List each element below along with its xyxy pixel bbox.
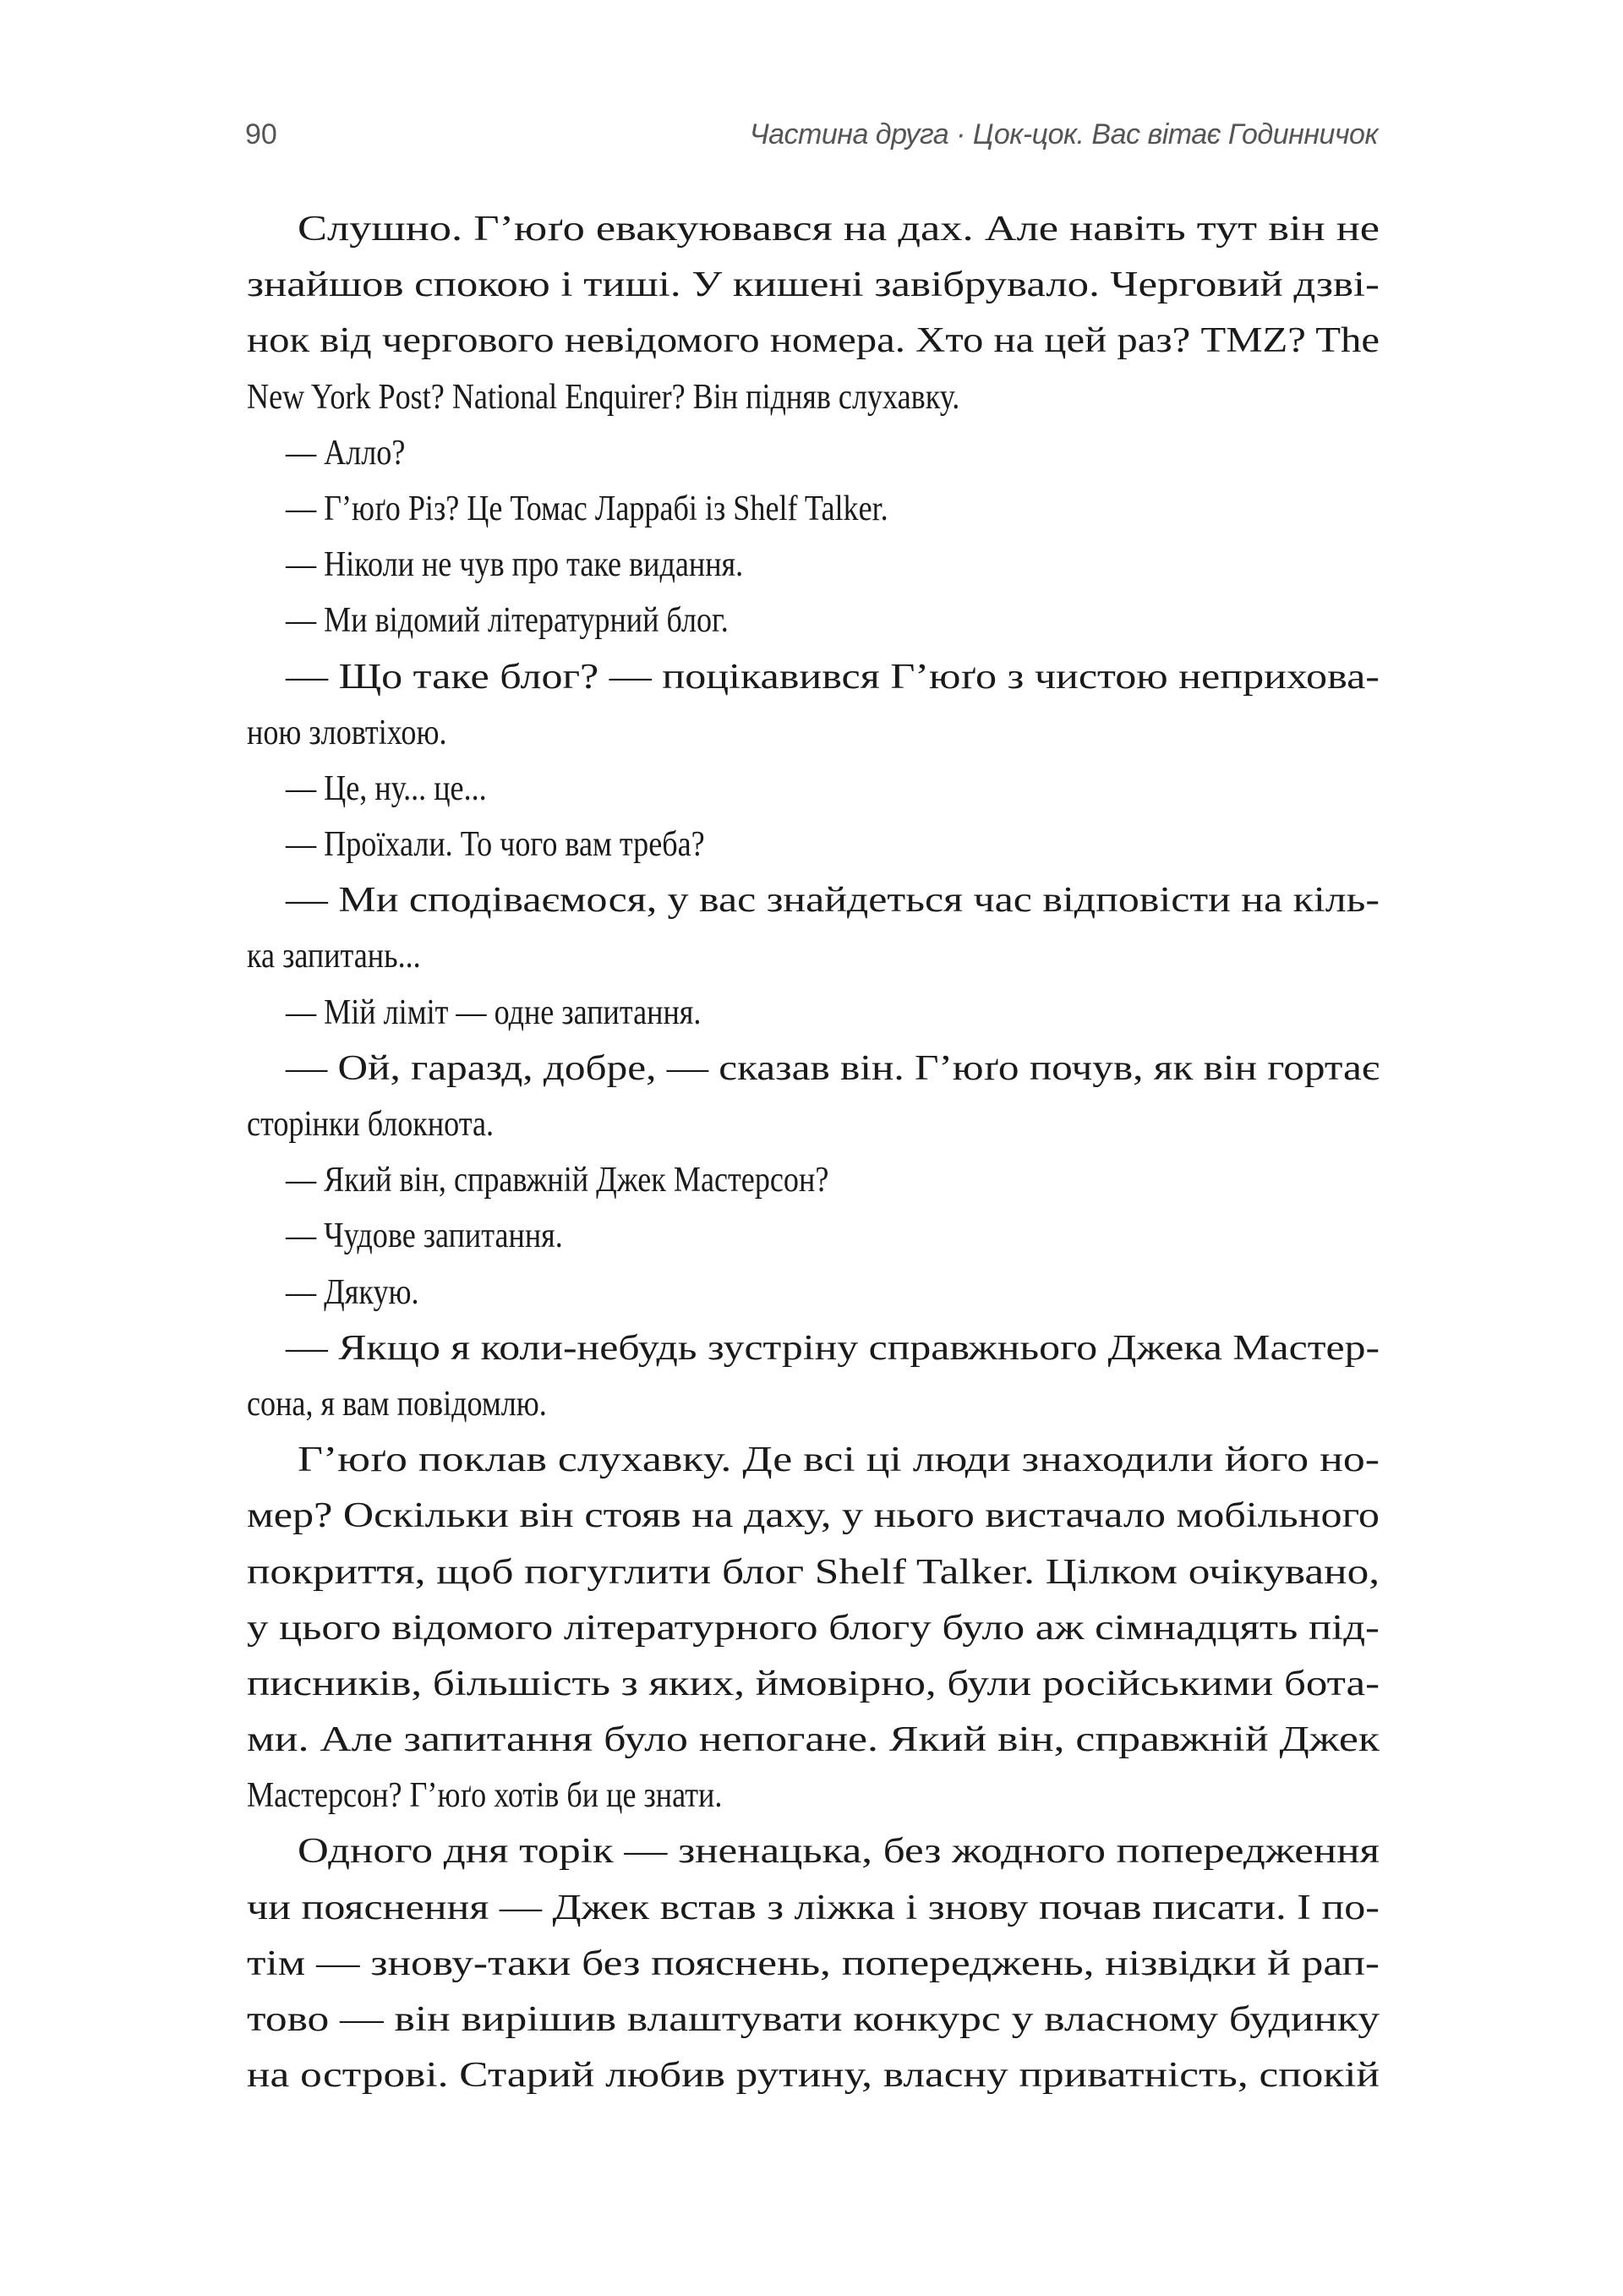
text-line bbox=[247, 1823, 1380, 1879]
text-line-content: — Алло? bbox=[286, 433, 406, 473]
text-line-content: знайшов спокою і тиші. У кишені завібрувало. Черговий дзві- bbox=[247, 265, 1380, 305]
text-line-content: тово — він вирішив влаштувати конкурс у власному будинку bbox=[247, 2000, 1380, 2039]
text-line-content: сона, я вам повідомлю. bbox=[247, 1384, 547, 1424]
text-line bbox=[247, 1152, 1380, 1208]
text-line-content: мер? Оскільки він стояв на даху, у нього вистачало мобільного bbox=[247, 1496, 1380, 1536]
text-line-content: — Ми відомий літературний блог. bbox=[286, 601, 729, 641]
text-line-content: — Ой, гаразд, добре, — сказав він. Г’юґо почув, як він гортає bbox=[286, 1048, 1380, 1088]
text-line-content: — Якщо я коли-небудь зустріну справжнього Джека Мастер- bbox=[286, 1328, 1380, 1368]
text-line bbox=[247, 1936, 1380, 1992]
text-line bbox=[247, 593, 1380, 648]
text-line-content: Слушно. Г’юґо евакуювався на дах. Але навіть тут він не bbox=[298, 210, 1380, 249]
text-line bbox=[247, 928, 1380, 984]
text-line-content: писників, більшість з яких, ймовірно, були російськими бота- bbox=[247, 1664, 1380, 1703]
text-line bbox=[247, 1265, 1380, 1320]
body-text bbox=[247, 201, 1380, 2103]
text-line-content: покриття, щоб погуглити блог Shelf Talker. Цілком очікувано, bbox=[247, 1552, 1380, 1592]
text-line bbox=[247, 649, 1380, 705]
text-line-content: тім — знову-таки без пояснень, попереджень, нізвідки й рап- bbox=[247, 1943, 1380, 1983]
text-line bbox=[247, 1208, 1380, 1264]
text-line bbox=[247, 1041, 1380, 1096]
text-line-content: — Проїхали. То чого вам треба? bbox=[286, 825, 705, 865]
text-line-content: сторінки блокнота. bbox=[247, 1105, 495, 1144]
text-line bbox=[247, 537, 1380, 593]
text-line-content: чи пояснення — Джек встав з ліжка і знову почав писати. І по- bbox=[247, 1888, 1380, 1927]
text-line-content: Одного дня торік — зненацька, без жодного попередження bbox=[298, 1832, 1380, 1872]
text-line bbox=[247, 705, 1380, 761]
text-line-content: — Це, ну... це... bbox=[286, 768, 487, 808]
text-line bbox=[247, 1880, 1380, 1936]
text-line-content: Г’юґо поклав слухавку. Де всі ці люди знаходили його но- bbox=[298, 1440, 1380, 1480]
text-line bbox=[247, 1992, 1380, 2047]
text-line bbox=[247, 257, 1380, 313]
text-line-content: — Ніколи не чув про таке видання. bbox=[286, 545, 744, 585]
text-line bbox=[247, 1544, 1380, 1600]
page-number: 90 bbox=[245, 118, 277, 150]
text-line-content: — Ми сподіваємося, у вас знайдеться час відповісти на кіль- bbox=[286, 881, 1380, 921]
text-line bbox=[247, 1432, 1380, 1488]
text-line bbox=[247, 817, 1380, 872]
text-line-content: на острові. Старий любив рутину, власну приватність, спокій bbox=[247, 2056, 1380, 2096]
text-line bbox=[247, 985, 1380, 1041]
text-line bbox=[247, 1376, 1380, 1432]
text-line-content: New York Post? National Enquirer? Він підняв слухавку. bbox=[247, 377, 960, 417]
text-line-content: — Який він, справжній Джек Мастерсон? bbox=[286, 1161, 829, 1200]
text-line bbox=[247, 369, 1380, 425]
text-line-content: Мастерсон? Г’юґо хотів би це знати. bbox=[247, 1776, 723, 1816]
text-line bbox=[247, 481, 1380, 537]
text-line bbox=[247, 1488, 1380, 1544]
text-line-content: ка запитань... bbox=[247, 937, 421, 976]
text-line-content: — Чудове запитання. bbox=[286, 1216, 563, 1256]
text-line-content: у цього відомого літературного блогу було аж сімнадцять під- bbox=[247, 1608, 1380, 1648]
text-line bbox=[247, 1096, 1380, 1152]
text-line-content: — Дякую. bbox=[286, 1272, 419, 1312]
text-line bbox=[247, 1656, 1380, 1712]
text-line bbox=[247, 1712, 1380, 1768]
text-line bbox=[247, 201, 1380, 257]
text-line bbox=[247, 313, 1380, 369]
chapter-title: Частина друга · Цок-цок. Вас вітає Годинничок bbox=[749, 118, 1378, 150]
text-line-content: — Мій ліміт — одне запитання. bbox=[286, 992, 702, 1032]
running-head bbox=[245, 118, 1378, 161]
text-line bbox=[247, 1768, 1380, 1823]
text-line bbox=[247, 761, 1380, 817]
text-line-content: — Г’юґо Різ? Це Томас Ларрабі із Shelf Talker. bbox=[286, 489, 888, 528]
text-line bbox=[247, 425, 1380, 481]
text-line bbox=[247, 872, 1380, 928]
text-line bbox=[247, 1320, 1380, 1376]
text-line bbox=[247, 1600, 1380, 1656]
text-line-content: — Що таке блог? — поцікавився Г’юґо з чистою неприхова- bbox=[286, 657, 1380, 697]
text-line-content: нок від чергового невідомого номера. Хто на цей раз? TMZ? The bbox=[247, 321, 1380, 361]
text-line bbox=[247, 2047, 1380, 2103]
text-line-content: ною зловтіхою. bbox=[247, 713, 447, 752]
text-line-content: ми. Але запитання було непогане. Який він, справжній Джек bbox=[247, 1720, 1380, 1760]
